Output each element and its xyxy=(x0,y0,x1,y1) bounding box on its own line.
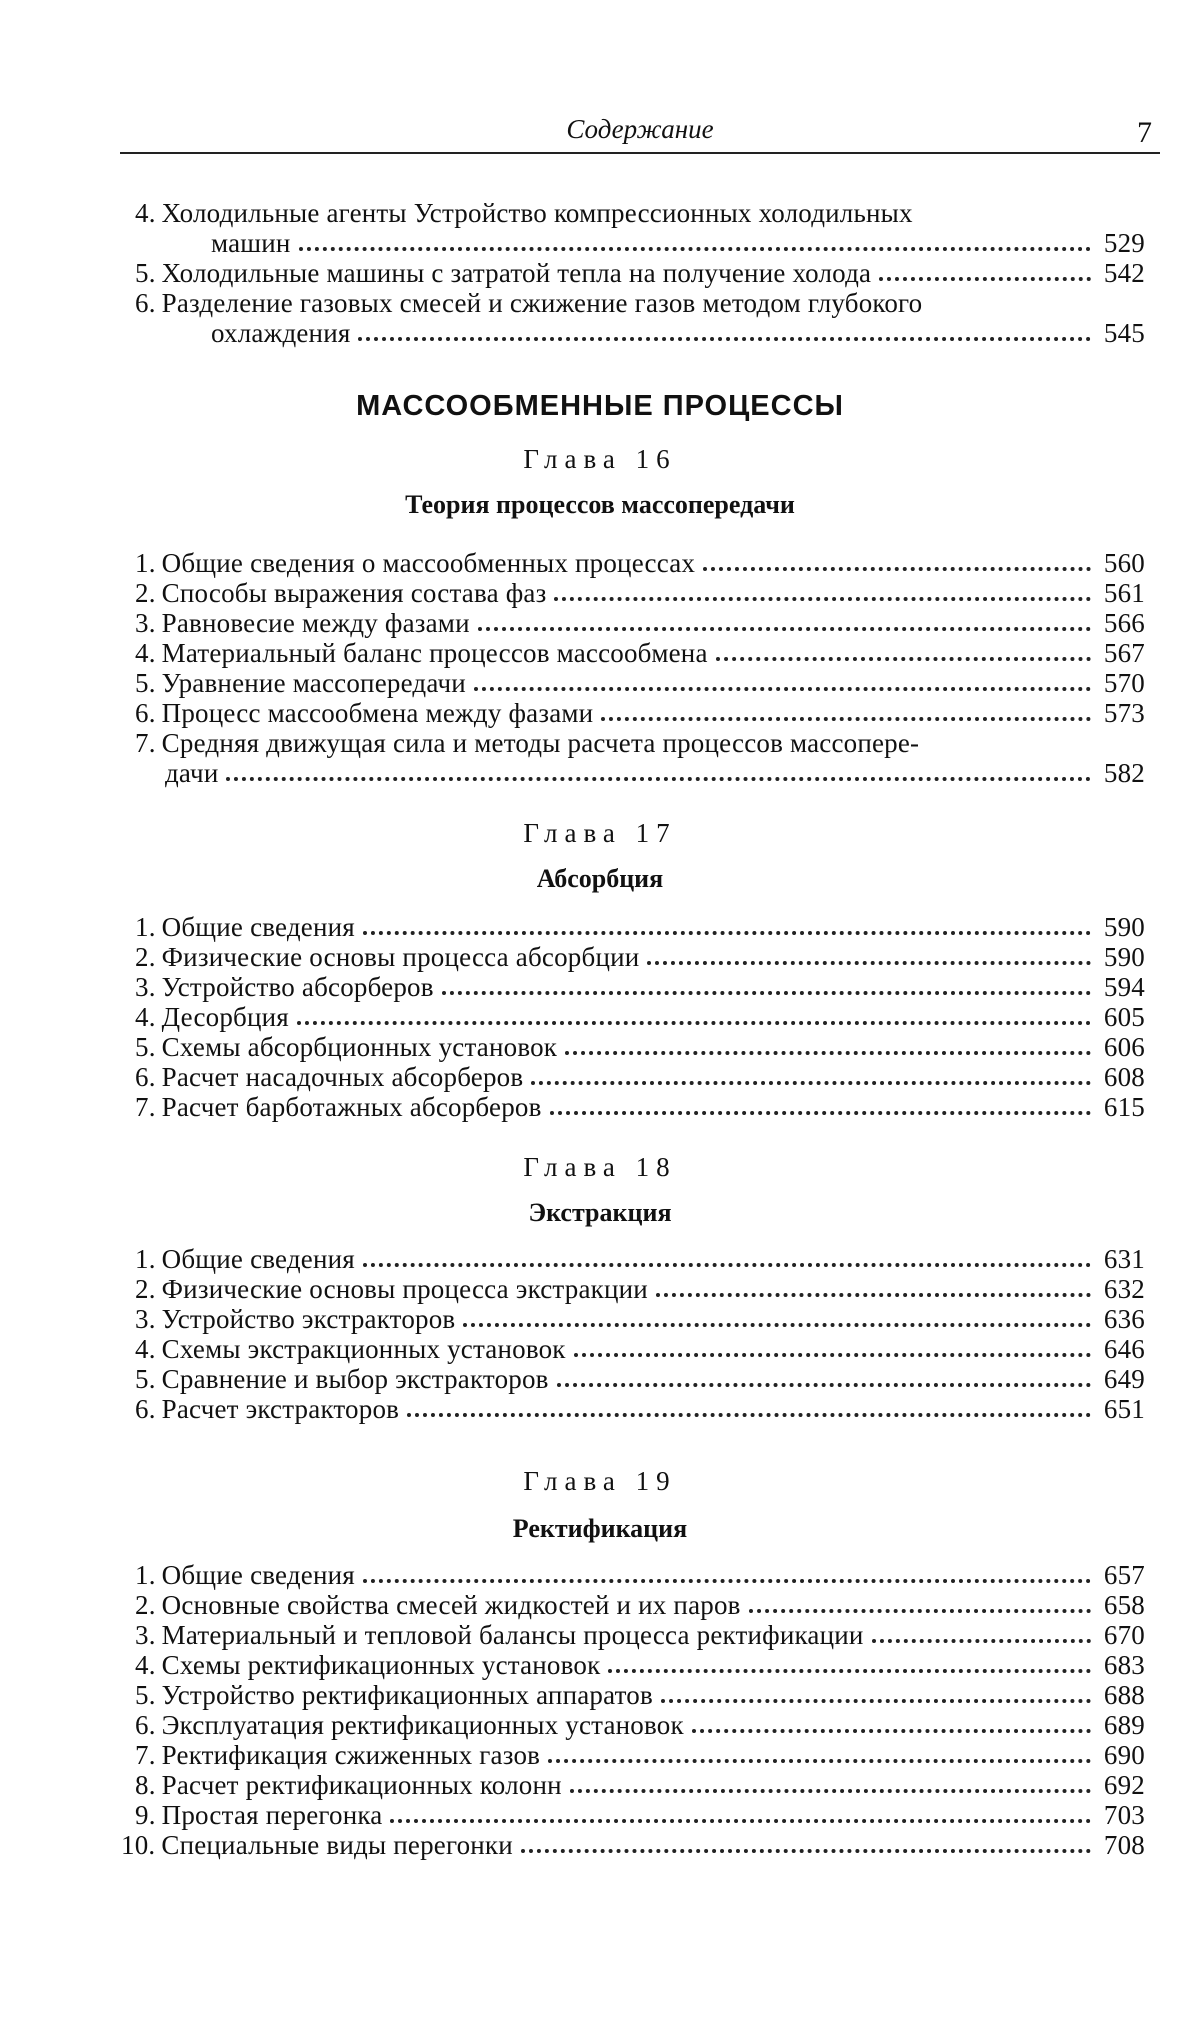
entry-page: 561 xyxy=(1103,578,1145,608)
entry-title: Устройство абсорберов xyxy=(161,972,434,1002)
page-number: 7 xyxy=(1137,116,1152,149)
entry-number: 5. xyxy=(135,1364,156,1394)
toc-entry xyxy=(135,1710,1145,1740)
toc-entry xyxy=(135,1032,1145,1062)
entry-number: 2. xyxy=(135,942,156,972)
toc-entry xyxy=(135,288,1145,348)
entry-page: 605 xyxy=(1103,1002,1145,1032)
entry-number: 5. xyxy=(135,668,156,698)
leader-dots xyxy=(363,931,1091,935)
toc-entry xyxy=(135,668,1145,698)
leader-dots xyxy=(879,277,1091,281)
entry-page: 606 xyxy=(1103,1032,1145,1062)
entry-title: Равновесие между фазами xyxy=(161,608,470,638)
leader-dots xyxy=(661,1699,1091,1703)
toc-intro-list xyxy=(135,198,1145,348)
entry-page: 703 xyxy=(1103,1800,1145,1830)
chapter-16-entries xyxy=(135,548,1145,788)
entry-title: Простая перегонка xyxy=(161,1800,383,1830)
entry-title: Расчет барботажных абсорберов xyxy=(161,1092,542,1122)
leader-dots xyxy=(548,1759,1091,1763)
entry-title: Материальный баланс процессов массообмена xyxy=(161,638,708,668)
entry-title: Устройство ректификационных аппаратов xyxy=(161,1680,653,1710)
entry-page: 566 xyxy=(1103,608,1145,638)
toc-entry xyxy=(135,1620,1145,1650)
entry-number: 6. xyxy=(135,1062,156,1092)
leader-dots xyxy=(716,657,1091,661)
toc-entry xyxy=(135,1244,1145,1274)
entry-title: Общие сведения xyxy=(161,912,355,942)
entry-page: 573 xyxy=(1103,698,1145,728)
entry-page: 594 xyxy=(1103,972,1145,1002)
chapter-label: Глава 17 xyxy=(523,818,677,848)
entry-page: 689 xyxy=(1103,1710,1145,1740)
entry-title: Ректификация сжиженных газов xyxy=(161,1740,541,1770)
toc-entry xyxy=(135,1274,1145,1304)
entry-number: 5. xyxy=(135,258,156,288)
leader-dots xyxy=(474,687,1091,691)
entry-title: Схемы экстракционных установок xyxy=(161,1334,566,1364)
entry-number: 4. xyxy=(135,1002,156,1032)
entry-page: 670 xyxy=(1103,1620,1145,1650)
toc-entry xyxy=(135,1560,1145,1590)
entry-page: 708 xyxy=(1103,1830,1145,1860)
entry-title: Схемы ректификационных установок xyxy=(161,1650,601,1680)
toc-entry xyxy=(135,578,1145,608)
entry-page: 683 xyxy=(1103,1650,1145,1680)
entry-number: 3. xyxy=(135,1620,156,1650)
toc-entry xyxy=(135,1740,1145,1770)
entry-title: Общие сведения о массообменных процессах xyxy=(161,548,696,578)
entry-page: 590 xyxy=(1103,912,1145,942)
entry-title: Общие сведения xyxy=(161,1244,355,1274)
entry-page: 658 xyxy=(1103,1590,1145,1620)
chapter-title: Абсорбция xyxy=(536,864,664,893)
entry-page: 657 xyxy=(1103,1560,1145,1590)
entry-number: 7. xyxy=(135,1092,156,1122)
toc-entry xyxy=(135,1590,1145,1620)
entry-page: 570 xyxy=(1103,668,1145,698)
running-header xyxy=(120,112,1160,154)
entry-page: 636 xyxy=(1103,1304,1145,1334)
entry-number: 6. xyxy=(135,1710,156,1740)
leader-dots xyxy=(407,1413,1091,1417)
entry-title: Способы выражения состава фаз xyxy=(161,578,547,608)
entry-page: 651 xyxy=(1103,1394,1145,1424)
entry-page: 631 xyxy=(1103,1244,1145,1274)
leader-dots xyxy=(565,1051,1091,1055)
entry-title: Схемы абсорбционных установок xyxy=(161,1032,558,1062)
chapter-label: Глава 19 xyxy=(523,1466,677,1496)
entry-number: 6. xyxy=(135,288,156,318)
leader-dots xyxy=(358,337,1091,341)
entry-number: 2. xyxy=(135,578,156,608)
entry-title-continued: охлаждения xyxy=(211,318,351,348)
entry-title: Расчет насадочных абсорберов xyxy=(161,1062,524,1092)
leader-dots xyxy=(226,777,1091,781)
entry-number: 2. xyxy=(135,1590,156,1620)
entry-title: Общие сведения xyxy=(161,1560,355,1590)
leader-dots xyxy=(390,1819,1091,1823)
toc-entry xyxy=(135,698,1145,728)
entry-number: 4. xyxy=(135,198,156,228)
leader-dots xyxy=(463,1323,1091,1327)
entry-title: Расчет экстракторов xyxy=(161,1394,400,1424)
leader-dots xyxy=(656,1293,1091,1297)
entry-page: 632 xyxy=(1103,1274,1145,1304)
toc-entry xyxy=(135,1334,1145,1364)
chapter-title: Экстракция xyxy=(528,1198,672,1227)
toc-entry xyxy=(135,728,1145,788)
leader-dots xyxy=(872,1639,1091,1643)
chapter-title: Ректификация xyxy=(512,1514,688,1543)
leader-dots xyxy=(297,1021,1091,1025)
toc-entry xyxy=(135,638,1145,668)
entry-title-continued: машин xyxy=(211,228,291,258)
leader-dots xyxy=(749,1609,1091,1613)
entry-page: 590 xyxy=(1103,942,1145,972)
leader-dots xyxy=(550,1111,1091,1115)
entry-number: 5. xyxy=(135,1680,156,1710)
toc-entry xyxy=(135,1364,1145,1394)
toc-entry xyxy=(135,1770,1145,1800)
entry-page: 690 xyxy=(1103,1740,1145,1770)
entry-title: Материальный и тепловой балансы процесса ректификации xyxy=(161,1620,864,1650)
toc-entry xyxy=(135,912,1145,942)
leader-dots xyxy=(521,1849,1091,1853)
chapter-label: Глава 16 xyxy=(523,444,677,474)
entry-page: 529 xyxy=(1103,228,1145,258)
entry-title: Разделение газовых смесей и сжижение газов методом глубокого xyxy=(161,288,923,318)
entry-title: Сравнение и выбор экстракторов xyxy=(161,1364,549,1394)
entry-number: 4. xyxy=(135,638,156,668)
leader-dots xyxy=(608,1669,1091,1673)
entry-page: 615 xyxy=(1103,1092,1145,1122)
entry-page: 692 xyxy=(1103,1770,1145,1800)
entry-title: Эксплуатация ректификационных установок xyxy=(161,1710,684,1740)
toc-entry xyxy=(135,1002,1145,1032)
entry-number: 2. xyxy=(135,1274,156,1304)
leader-dots xyxy=(570,1789,1091,1793)
entry-number: 6. xyxy=(135,698,156,728)
entry-number: 10. xyxy=(121,1830,156,1860)
toc-entry xyxy=(135,942,1145,972)
entry-number: 5. xyxy=(135,1032,156,1062)
toc-entry xyxy=(135,608,1145,638)
entry-number: 1. xyxy=(135,912,156,942)
leader-dots xyxy=(442,991,1091,995)
entry-page: 688 xyxy=(1103,1680,1145,1710)
entry-title: Десорбция xyxy=(161,1002,289,1032)
entry-page: 560 xyxy=(1103,548,1145,578)
entry-number: 8. xyxy=(135,1770,156,1800)
entry-number: 1. xyxy=(135,1244,156,1274)
leader-dots xyxy=(299,247,1091,251)
entry-number: 3. xyxy=(135,1304,156,1334)
entry-page: 608 xyxy=(1103,1062,1145,1092)
chapter-label: Глава 18 xyxy=(523,1152,677,1182)
chapter-17-entries xyxy=(135,912,1145,1122)
leader-dots xyxy=(601,717,1091,721)
toc-entry xyxy=(135,258,1145,288)
toc-entry xyxy=(135,1092,1145,1122)
entry-page: 542 xyxy=(1103,258,1145,288)
entry-title: Физические основы процесса экстракции xyxy=(161,1274,648,1304)
leader-dots xyxy=(557,1383,1091,1387)
entry-title: Расчет ректификационных колонн xyxy=(161,1770,562,1800)
entry-title: Основные свойства смесей жидкостей и их паров xyxy=(161,1590,741,1620)
toc-entry xyxy=(135,1650,1145,1680)
chapter-19-entries xyxy=(121,1560,1145,1860)
toc-entry xyxy=(135,1062,1145,1092)
toc-entry xyxy=(135,1680,1145,1710)
entry-number: 1. xyxy=(135,1560,156,1590)
leader-dots xyxy=(692,1729,1091,1733)
leader-dots xyxy=(363,1263,1091,1267)
entry-title-continued: дачи xyxy=(165,758,219,788)
leader-dots xyxy=(478,627,1091,631)
toc-entry xyxy=(135,1800,1145,1830)
toc-entry xyxy=(121,1830,1145,1860)
chapter-18-entries xyxy=(135,1244,1145,1424)
toc-entry xyxy=(135,548,1145,578)
entry-title: Устройство экстракторов xyxy=(161,1304,456,1334)
leader-dots xyxy=(574,1353,1091,1357)
entry-title: Холодильные машины с затратой тепла на получение холода xyxy=(161,258,872,288)
entry-number: 3. xyxy=(135,972,156,1002)
entry-title: Уравнение массопередачи xyxy=(161,668,466,698)
entry-number: 4. xyxy=(135,1334,156,1364)
entry-title: Холодильные агенты Устройство компрессионных холодильных xyxy=(161,198,913,228)
leader-dots xyxy=(531,1081,1091,1085)
entry-page: 649 xyxy=(1103,1364,1145,1394)
entry-number: 9. xyxy=(135,1800,156,1830)
entry-number: 7. xyxy=(135,1740,156,1770)
entry-title: Специальные виды перегонки xyxy=(161,1830,513,1860)
entry-number: 3. xyxy=(135,608,156,638)
leader-dots xyxy=(554,597,1091,601)
entry-title: Физические основы процесса абсорбции xyxy=(161,942,640,972)
entry-number: 7. xyxy=(135,728,156,758)
entry-page: 567 xyxy=(1103,638,1145,668)
entry-page: 582 xyxy=(1103,758,1145,788)
toc-entry xyxy=(135,198,1145,258)
toc-entry xyxy=(135,972,1145,1002)
running-title: Содержание xyxy=(566,114,714,144)
entry-page: 646 xyxy=(1103,1334,1145,1364)
entry-number: 1. xyxy=(135,548,156,578)
toc-entry xyxy=(135,1394,1145,1424)
section-title: МАССООБМЕННЫЕ ПРОЦЕССЫ xyxy=(356,390,844,422)
leader-dots xyxy=(703,567,1091,571)
chapter-title: Теория процессов массопередачи xyxy=(405,490,795,519)
entry-title: Средняя движущая сила и методы расчета процессов массопере- xyxy=(161,728,920,758)
toc-entry xyxy=(135,1304,1145,1334)
entry-page: 545 xyxy=(1103,318,1145,348)
leader-dots xyxy=(647,961,1091,965)
entry-number: 6. xyxy=(135,1394,156,1424)
entry-number: 4. xyxy=(135,1650,156,1680)
leader-dots xyxy=(363,1579,1091,1583)
entry-title: Процесс массообмена между фазами xyxy=(161,698,594,728)
